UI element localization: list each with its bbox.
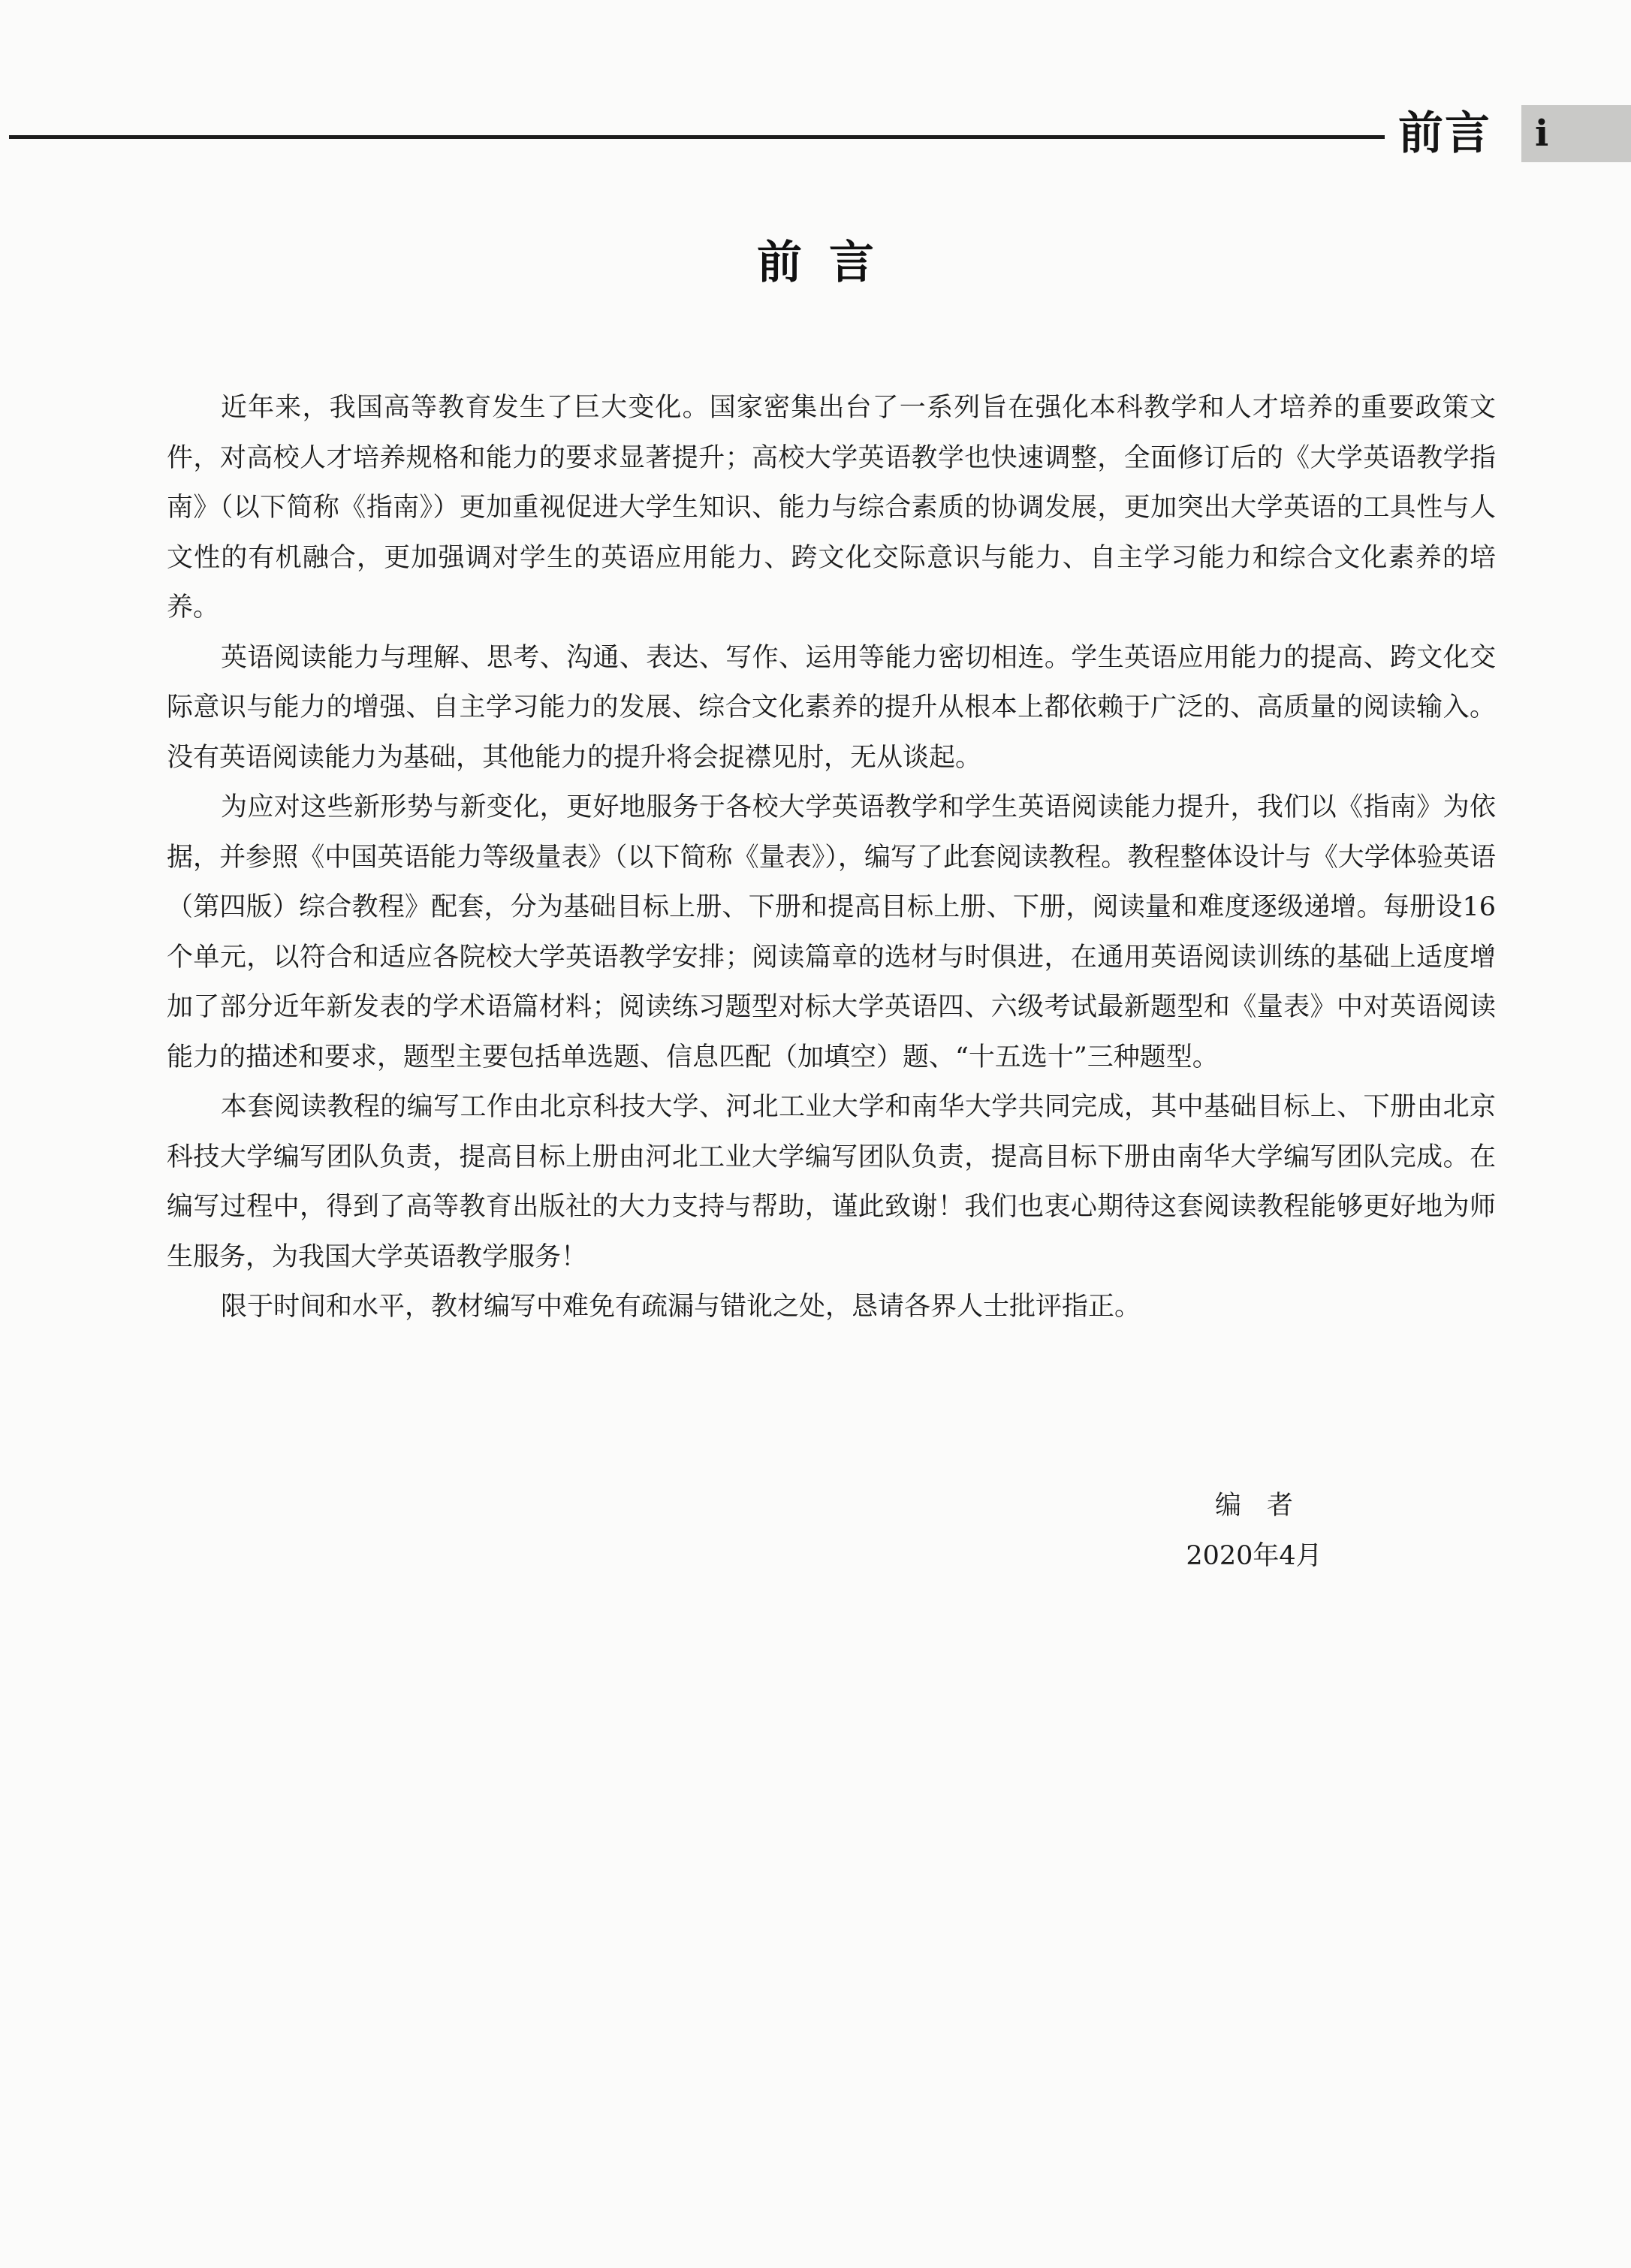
paragraph-1: 近年来，我国高等教育发生了巨大变化。国家密集出台了一系列旨在强化本科教学和人才培养的重要政策文件，对高校人才培养规格和能力的要求显著提升；高校大学英语教学也快速调整，全面修订后的《大学英语教学指南》（以下简称《指南》）更加重视促进大学生知识、能力与综合素质的协调发展，更加突出大学英语的工具性与人文性的有机融合，更加强调对学生的英语应用能力、跨文化交际意识与能力、自主学习能力和综合文化素养的培养。 [167,393,1496,623]
page-number: i [1535,113,1549,155]
paragraph-2: 英语阅读能力与理解、思考、沟通、表达、写作、运用等能力密切相连。学生英语应用能力的提高、跨文化交际意识与能力的增强、自主学习能力的发展、综合文化素养的提升从根本上都依赖于广泛的、高质量的阅读输入。没有英语阅读能力为基础，其他能力的提升将会捉襟见肘，无从谈起。 [167,642,1496,773]
paragraph-3: 为应对这些新形势与新变化，更好地服务于各校大学英语教学和学生英语阅读能力提升，我们以《指南》为依据，并参照《中国英语能力等级量表》（以下简称《量表》），编写了此套阅读教程。教程整体设计与《大学体验英语（第四版）综合教程》配套，分为基础目标上册、下册和提高目标上册、下册，阅读量和难度逐级递增。每册设16个单元，以符合和适应各院校大学英语教学安排；阅读篇章的选材与时俱进，在通用英语阅读训练的基础上适度增加了部分近年新发表的学术语篇材料；阅读练习题型对标大学英语四、六级考试最新题型和《量表》中对英语阅读能力的描述和要求，题型主要包括单选题、信息匹配（加填空）题、“十五选十”三种题型。 [167,792,1496,1072]
signature-author: 编者 [1214,1491,1319,1521]
page-title: 前言 [757,237,901,289]
preface-body [167,383,1496,1332]
running-header-title: 前言 [1398,107,1491,160]
signature-date: 2020年4月 [1186,1540,1322,1571]
paragraph-5: 限于时间和水平，教材编写中难免有疏漏与错讹之处，恳请各界人士批评指正。 [221,1292,1141,1322]
header-rule [9,135,1385,139]
signature-block [1171,1481,1337,1581]
paragraph-4: 本套阅读教程的编写工作由北京科技大学、河北工业大学和南华大学共同完成，其中基础目标上、下册由北京科技大学编写团队负责，提高目标上册由河北工业大学编写团队负责，提高目标下册由南华大学编写团队完成。在编写过程中，得到了高等教育出版社的大力支持与帮助，谨此致谢！我们也衷心期待这套阅读教程能够更好地为师生服务，为我国大学英语教学服务！ [167,1092,1496,1272]
